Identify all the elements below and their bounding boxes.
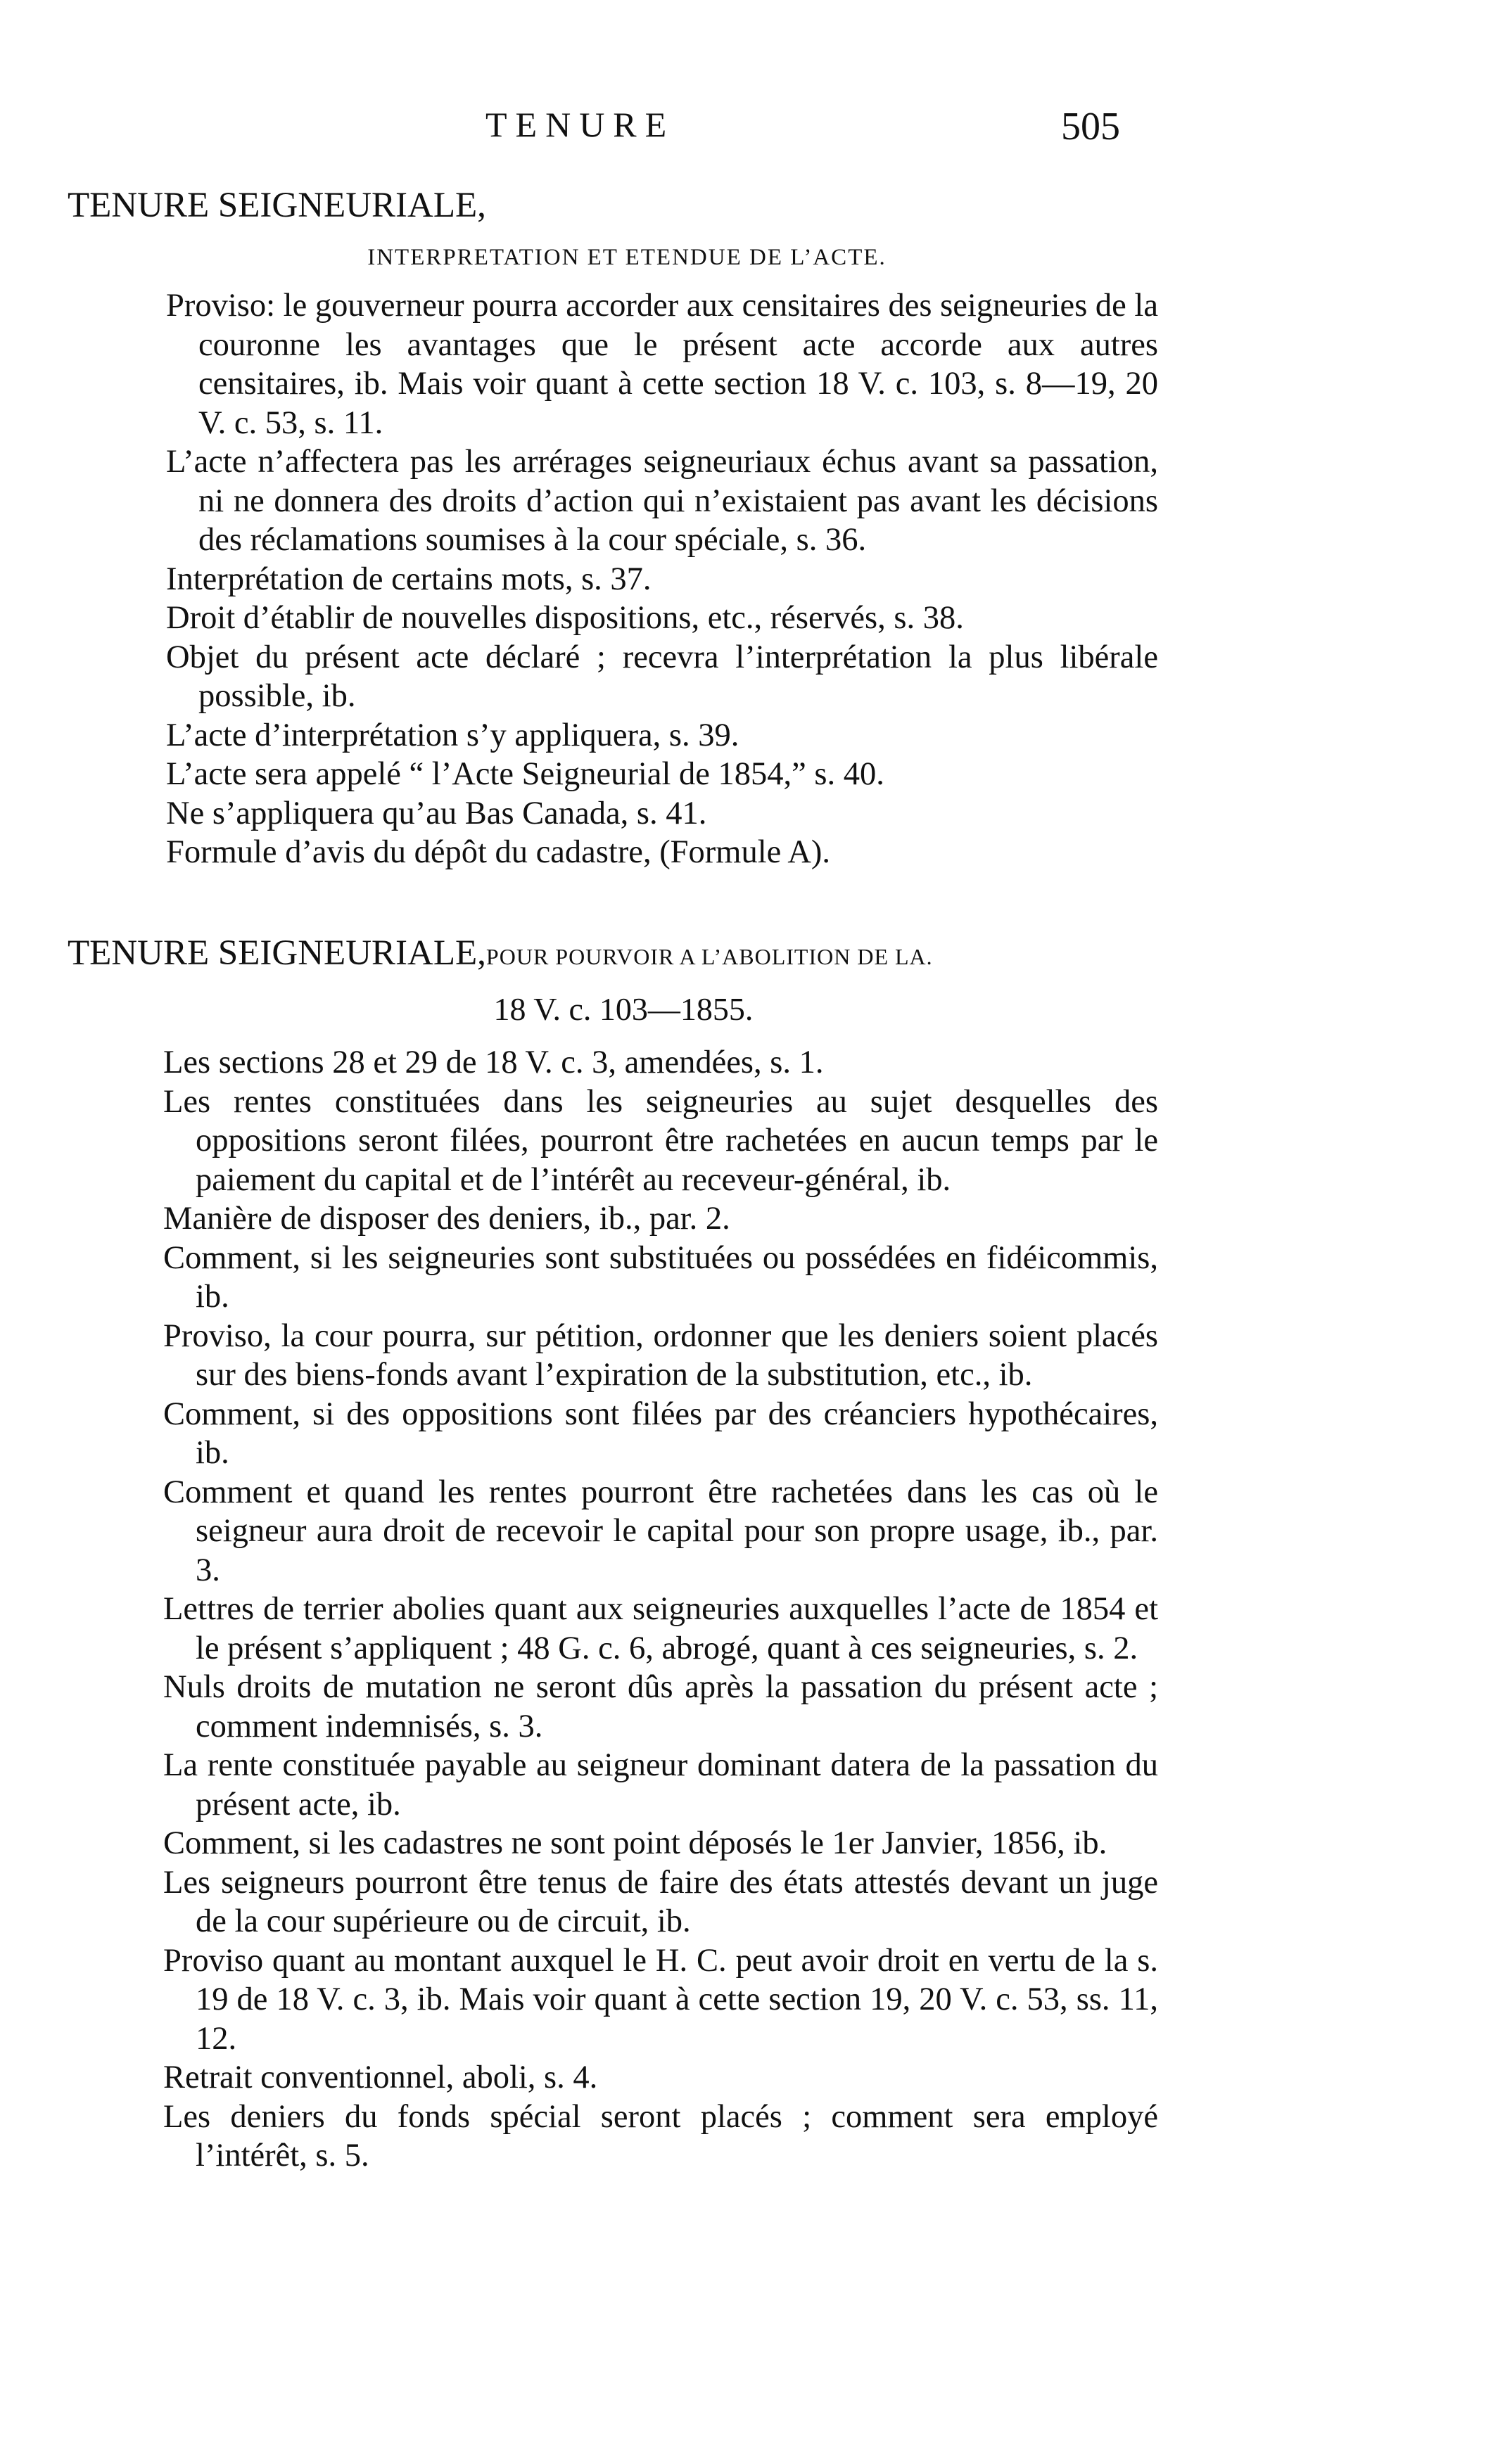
index-entry: L’acte sera appelé “ l’Acte Seigneurial de 1854,” s. 40. <box>166 756 884 792</box>
index-entry: Comment, si les seigneuries sont substituées ou possédées en fidéicommis, ib. <box>163 1239 1158 1315</box>
section-heading-tail: POUR POURVOIR A L’ABOLITION DE LA. <box>485 944 933 969</box>
running-head <box>0 104 1486 160</box>
index-entry: La rente constituée payable au seigneur dominant datera de la passation du présent acte, ib. <box>163 1747 1158 1823</box>
section-subheading: INTERPRETATION ET ETENDUE DE L’ACTE. <box>367 245 887 270</box>
section-heading: TENURE SEIGNEURIALE, <box>68 186 486 225</box>
index-entry: Comment, si des oppositions sont filées par des créanciers hypothécaires, ib. <box>163 1396 1158 1471</box>
index-entry: Les deniers du fonds spécial seront placés ; comment sera employé l’intérêt, s. 5. <box>163 2098 1158 2173</box>
index-entry: Proviso: le gouverneur pourra accorder aux censitaires des seigneuries de la couronne les avantages que le présent acte accorde aux autres censitaires, ib. Mais voir quant à cette section 18 V. c. 103, s. 8—19, 20 V. c. 53, s. 11. <box>166 288 1158 441</box>
index-entry: Manière de disposer des deniers, ib., par. 2. <box>163 1201 730 1237</box>
index-entry: L’acte d’interprétation s’y appliquera, s. 39. <box>166 717 739 753</box>
index-entry: Les rentes constituées dans les seigneuries au sujet desquelles des oppositions seront filées, pourront être rachetées en aucun temps par le paiement du capital et de l’intérêt au receveur-général, ib. <box>163 1083 1158 1198</box>
index-entry: L’acte n’affectera pas les arrérages seigneuriaux échus avant sa passation, ni ne donnera des droits d’action qui n’existaient pas avant les décisions des réclamations soumises à la cour spéciale, s. 36. <box>166 444 1158 558</box>
entry-list <box>68 1043 1158 2176</box>
index-entry: Droit d’établir de nouvelles dispositions, etc., réservés, s. 38. <box>166 600 964 636</box>
section-heading <box>68 932 1158 978</box>
section-abolition <box>68 932 1158 2176</box>
act-reference: 18 V. c. 103—1855. <box>493 991 754 1027</box>
page-number: 505 <box>1061 105 1120 148</box>
index-entry: Proviso, la cour pourra, sur pétition, ordonner que les deniers soient placés sur des biens-fonds avant l’expiration de la substitution, etc., ib. <box>163 1317 1158 1393</box>
index-entry: Nuls droits de mutation ne seront dûs après la passation du présent acte ; comment indemnisés, s. 3. <box>163 1669 1158 1744</box>
index-entry: Interprétation de certains mots, s. 37. <box>166 561 652 597</box>
index-entry: Proviso quant au montant auxquel le H. C. peut avoir droit en vertu de la s. 19 de 18 V. c. 3, ib. Mais voir quant à cette section 19, 20 V. c. 53, ss. 11, 12. <box>163 1942 1158 2057</box>
index-entry: Comment, si les cadastres ne sont point déposés le 1er Janvier, 1856, ib. <box>163 1825 1107 1861</box>
index-entry: Formule d’avis du dépôt du cadastre, (Formule A). <box>166 834 831 870</box>
index-entry: Les sections 28 et 29 de 18 V. c. 3, amendées, s. 1. <box>163 1045 824 1080</box>
entry-list <box>68 286 1158 872</box>
index-entry: Comment et quand les rentes pourront être rachetées dans les cas où le seigneur aura droit de recevoir le capital pour son propre usage, ib., par. 3. <box>163 1474 1158 1588</box>
index-entry: Retrait conventionnel, aboli, s. 4. <box>163 2060 598 2095</box>
index-entry: Objet du présent acte déclaré ; recevra l’interprétation la plus libérale possible, ib. <box>166 639 1158 714</box>
section-interpretation <box>68 184 1158 872</box>
running-title: TENURE <box>485 105 675 144</box>
index-entry: Lettres de terrier abolies quant aux seigneuries auxquelles l’acte de 1854 et le présent s’appliquent ; 48 G. c. 6, abrogé, quant à ces seigneuries, s. 2. <box>163 1591 1158 1666</box>
index-entry: Ne s’appliquera qu’au Bas Canada, s. 41. <box>166 795 707 831</box>
section-heading-main: TENURE SEIGNEURIALE, <box>68 933 486 973</box>
index-entry: Les seigneurs pourront être tenus de faire des états attestés devant un juge de la cour supérieure ou de circuit, ib. <box>163 1864 1158 1939</box>
